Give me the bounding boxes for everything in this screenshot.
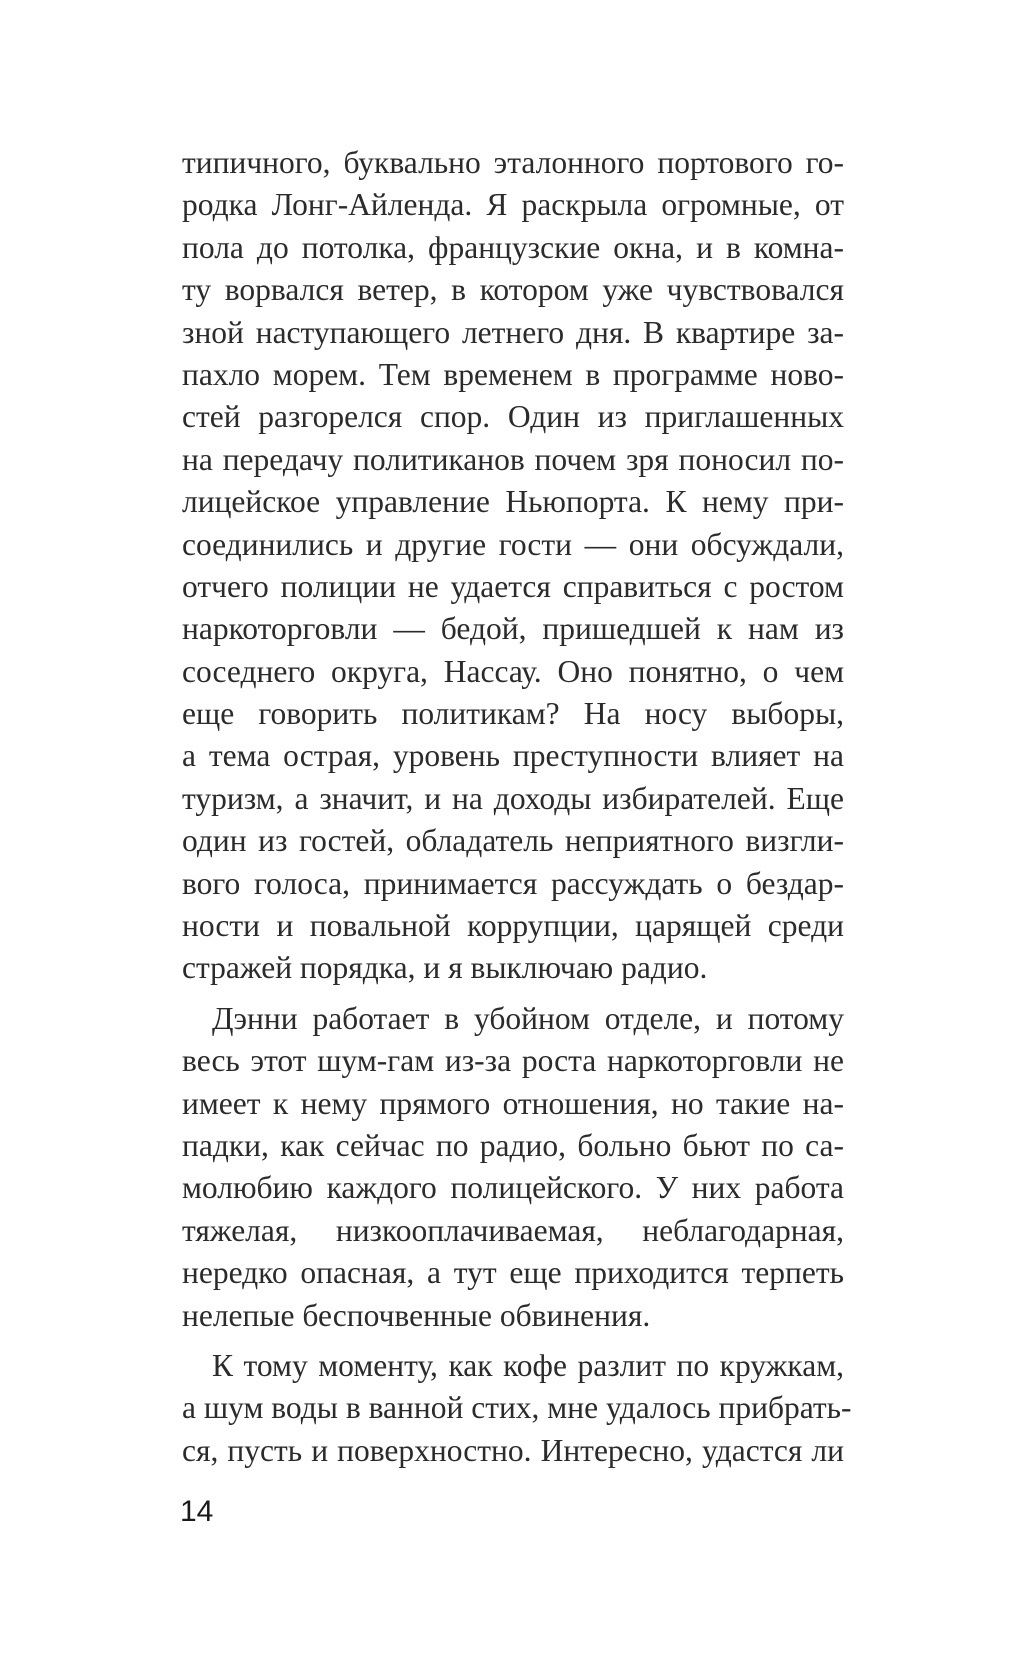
text-line: нелепые беспочвенные обвинения.: [182, 1297, 651, 1333]
text-line: имеет к нему прямого отношения, но такие на-: [182, 1085, 844, 1121]
text-line: Дэнни работает в убойном отделе, и потому: [212, 1000, 844, 1036]
text-line: К тому моменту, как кофе разлит по кружкам,: [212, 1347, 844, 1383]
text-line: лицейское управление Ньюпорта. К нему при-: [182, 484, 844, 520]
text-line: пахло морем. Тем временем в программе ново-: [182, 356, 844, 392]
page-number: 14: [180, 1495, 214, 1528]
text-line: один из гостей, обладатель неприятного визгли-: [182, 823, 844, 859]
text-line: типичного, буквально эталонного портового го-: [182, 145, 844, 180]
text-line: соседнего округа, Нассау. Оно понятно, о чем: [182, 653, 844, 689]
text-line: туризм, а значит, и на доходы избирателей. Еще: [182, 780, 844, 816]
text-line: пола до потолка, французские окна, и в комна-: [182, 229, 844, 265]
text-line: наркоторговли — бедой, пришедшей к нам из: [182, 611, 844, 647]
text-line: еще говорить политикам? На носу выборы,: [182, 696, 844, 732]
text-line: падки, как сейчас по радио, больно бьют по са-: [182, 1127, 844, 1163]
text-line: ту ворвался ветер, в котором уже чувствовался: [182, 272, 844, 308]
text-line: ности и повальной коррупции, царящей среди: [182, 908, 844, 944]
text-line: стражей порядка, и я выключаю радио.: [182, 950, 708, 986]
text-line: на передачу политиканов почем зря поносил по-: [182, 441, 844, 477]
text-line: нередко опасная, а тут еще приходится терпеть: [182, 1255, 844, 1291]
text-line: весь этот шум-гам из-за роста наркоторговли не: [182, 1043, 844, 1079]
text-line: а шум воды в ванной стих, мне удалось прибрать-: [182, 1390, 852, 1426]
paragraph-spacer: [182, 1337, 844, 1345]
text-line: а тема острая, уровень преступности влияет на: [182, 738, 844, 774]
text-line: родка Лонг-Айленда. Я раскрыла огромные, от: [182, 187, 844, 223]
text-line: вого голоса, принимается рассуждать о бездар-: [182, 865, 844, 901]
text-line: соединились и другие гости — они обсуждали,: [182, 526, 844, 562]
text-line: молюбию каждого полицейского. У них работа: [182, 1170, 844, 1206]
body-text: [182, 142, 852, 1472]
text-line: отчего полиции не удается справиться с ростом: [182, 568, 844, 604]
paragraph-spacer: [182, 990, 844, 998]
text-line: тяжелая, низкооплачиваемая, неблагодарная,: [182, 1212, 844, 1248]
text-line: стей разгорелся спор. Один из приглашенных: [182, 399, 844, 435]
text-line: зной наступающего летнего дня. В квартире за-: [182, 314, 844, 350]
text-line: ся, пусть и поверхностно. Интересно, удастся ли: [182, 1432, 844, 1468]
